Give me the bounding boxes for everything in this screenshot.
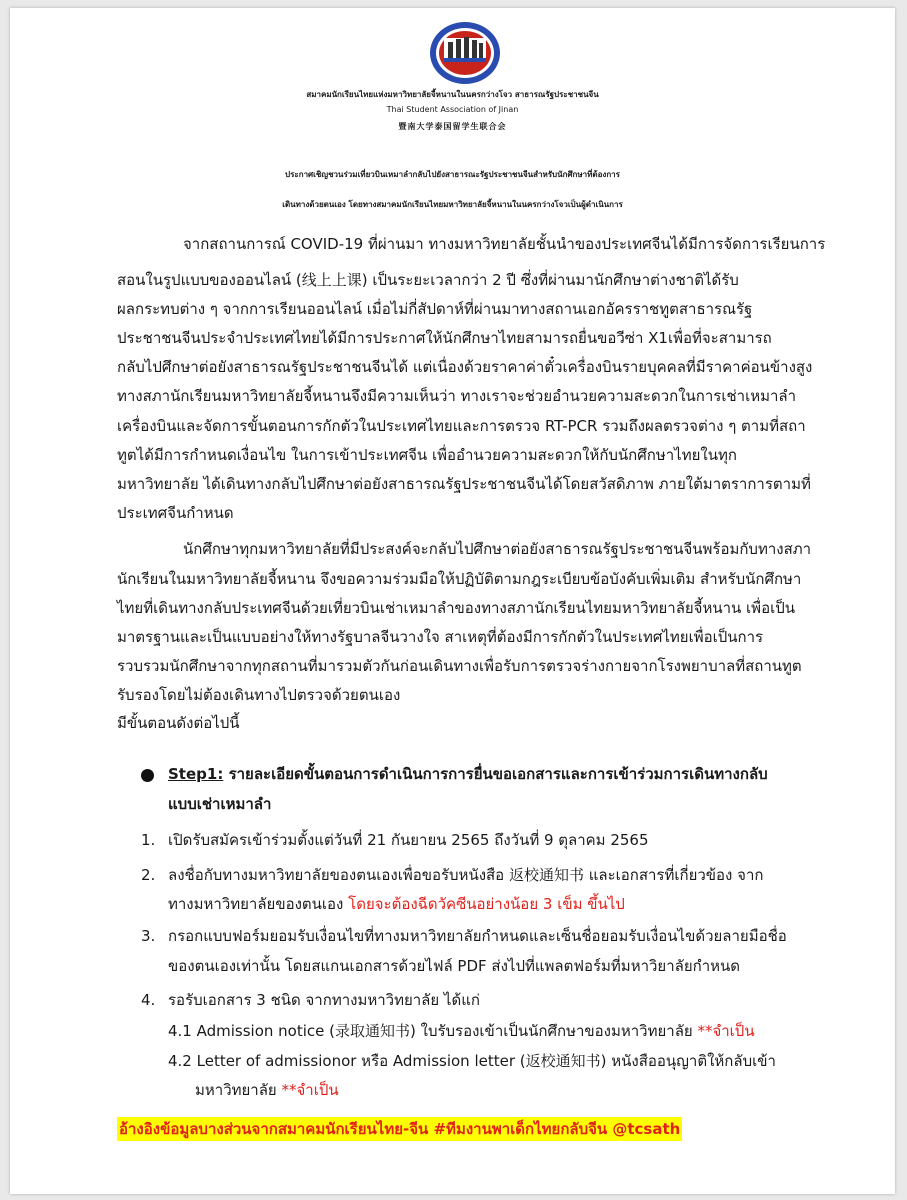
announcement-title-line-2: เดินทางด้วยตนเอง โดยทางสมาคมนักเรียนไทยมหาวิทยาลัยจี้หนานในนครกว่างโจวเป็นผู้ดำเนินการ bbox=[282, 200, 623, 209]
item-2-line-2 bbox=[168, 894, 625, 914]
item-2-line-2-text: ทางมหาวิทยาลัยของตนเอง bbox=[168, 895, 349, 913]
paragraph-line: นักศึกษาทุกมหาวิทยาลัยที่มีประสงค์จะกลับไปศึกษาต่อยังสาธารณรัฐประชาชนจีนพร้อมกับทางสภา bbox=[183, 540, 812, 558]
item-3-line-1: กรอกแบบฟอร์มยอมรับเงื่อนไขที่ทางมหาวิทยาลัยกำหนดและเซ็นชื่อยอมรับเงื่อนไขด้วยลายมือชื่อ bbox=[168, 927, 787, 945]
org-name-thai: สมาคมนักเรียนไทยแห่งมหาวิทยาลัยจี้หนานในนครกว่างโจว สาธารณรัฐประชาชนจีน bbox=[306, 90, 599, 99]
step1-title-line-1: รายละเอียดขั้นตอนการดำเนินการการยื่นขอเอกสารและการเข้าร่วมการเดินทางกลับ bbox=[228, 765, 768, 783]
step1-heading bbox=[168, 764, 768, 784]
reference-note: อ้างอิงข้อมูลบางส่วนจากสมาคมนักเรียนไทย-จีน #ทีมงานพาเด็กไทยกลับจีน @tcsath bbox=[117, 1117, 682, 1141]
org-name-chinese: 暨南大学泰国留学生联合会 bbox=[398, 122, 507, 131]
paragraph-line: ทางสภานักเรียนมหาวิทยาลัยจี้หนานจึงมีความเห็นว่า ทางเราจะช่วยอำนวยความสะดวกในการเช่าเหมาลำ bbox=[117, 387, 797, 405]
paragraph-line: ทูตได้มีการกำหนดเงื่อนไข ในการเข้าประเทศจีน เพื่ออำนวยความสะดวกให้กับนักศึกษาไทยในทุก bbox=[117, 446, 737, 464]
step1-label: Step1: bbox=[168, 765, 224, 783]
bullet-icon bbox=[141, 769, 154, 782]
paragraph-line: นักเรียนในมหาวิทยาลัยจี้หนาน จึงขอความร่วมมือให้ปฏิบัติตามกฎระเบียบข้อบังคับเพิ่มเติม สำหรับนักศึกษา bbox=[117, 570, 802, 588]
association-logo-icon bbox=[428, 20, 502, 86]
item-3-line-2: ของตนเองเท่านั้น โดยสแกนเอกสารด้วยไฟล์ PDF ส่งไปที่แพลตฟอร์มที่มหาวิยาลัยกำหนด bbox=[168, 957, 741, 975]
paragraph-line: รับรองโดยไม่ต้องเดินทางไปตรวจด้วยตนเอง bbox=[117, 686, 401, 704]
paragraph-line: กลับไปศึกษาต่อยังสาธารณรัฐประชาชนจีนได้ แต่เนื่องด้วยราคาค่าตั๋วเครื่องบินรายบุคคลที่มีราคาค่อนข้างสูง bbox=[117, 358, 813, 376]
item-4-2-line-2-text: มหาวิทยาลัย bbox=[195, 1081, 282, 1099]
item-4-1 bbox=[168, 1021, 755, 1041]
document-page bbox=[10, 8, 895, 1194]
item-number: 4. bbox=[141, 991, 156, 1009]
org-name-english: Thai Student Association of Jinan bbox=[386, 105, 519, 114]
paragraph-line: สอนในรูปแบบของออนไลน์ (线上上课) เป็นระยะเวลากว่า 2 ปี ซึ่งที่ผ่านมานักศึกษาต่างชาติได้รับ bbox=[117, 271, 739, 289]
paragraph-line: จากสถานการณ์ COVID-19 ที่ผ่านมา ทางมหาวิทยาลัยชั้นนำของประเทศจีนได้มีการจัดการเรียนการ bbox=[183, 235, 826, 253]
paragraph-line: ไทยที่เดินทางกลับประเทศจีนด้วยเที่ยวบินเช่าเหมาลำของทางสภานักเรียนไทยมหาวิทยาลัยจี้หนาน เพื่อเป็น bbox=[117, 599, 795, 617]
paragraph-line: มหาวิทยาลัย ได้เดินทางกลับไปศึกษาต่อยังสาธารณรัฐประชาชนจีนได้โดยสวัสดิภาพ ภายใต้มาตราการตามที่ bbox=[117, 475, 811, 493]
paragraph-line: ประเทศจีนกำหนด bbox=[117, 504, 234, 522]
item-4-2-line-1: 4.2 Letter of admissionor หรือ Admission letter (返校通知书) หนังสืออนุญาติให้กลับเข้า bbox=[168, 1052, 776, 1070]
steps-intro: มีขั้นตอนดังต่อไปนี้ bbox=[117, 714, 240, 732]
item-2-line-1: ลงชื่อกับทางมหาวิทยาลัยของตนเองเพื่อขอรับหนังสือ 返校通知书 และเอกสารที่เกี่ยวข้อง จาก bbox=[168, 866, 764, 884]
item-number: 2. bbox=[141, 866, 156, 884]
item-1-text: เปิดรับสมัครเข้าร่วมตั้งแต่วันที่ 21 กันยายน 2565 ถึงวันที่ 9 ตุลาคม 2565 bbox=[168, 831, 649, 849]
item-number: 1. bbox=[141, 831, 156, 849]
announcement-title-line-1: ประกาศเชิญชวนร่วมเที่ยวบินเหมาลำกลับไปยังสาธารณะรัฐประชาชนจีนสำหรับนักศึกษาที่ต้องการ bbox=[285, 170, 620, 179]
paragraph-line: ผลกระทบต่าง ๆ จากการเรียนออนไลน์ เมื่อไม่กี่สัปดาห์ที่ผ่านมาทางสถานเอกอัครราชทูตสาธารณรัฐ bbox=[117, 300, 753, 318]
vaccine-requirement: โดยจะต้องฉีดวัคซีนอย่างน้อย 3 เข็ม ขึ้นไป bbox=[348, 895, 625, 913]
paragraph-line: ประชาชนจีนประจำประเทศไทยได้มีการประกาศให้นักศึกษาไทยสามารถยื่นขอวีซ่า X1เพื่อที่จะสามารถ bbox=[117, 329, 772, 347]
paragraph-line: รวบรวมนักศึกษาจากทุกสถานที่มารวมตัวกันก่อนเดินทางเพื่อรับการตรวจร่างกายจากโรงพยาบาลที่สถานทูต bbox=[117, 657, 802, 675]
item-4-2-line-2 bbox=[195, 1080, 339, 1100]
item-number: 3. bbox=[141, 927, 156, 945]
step1-title-line-2: แบบเช่าเหมาลำ bbox=[168, 795, 272, 813]
paragraph-line: มาตรฐานและเป็นแบบอย่างให้ทางรัฐบาลจีนวางใจ สาเหตุที่ต้องมีการกักตัวในประเทศไทยเพื่อเป็นการ bbox=[117, 628, 764, 646]
required-mark: **จำเป็น bbox=[281, 1081, 339, 1099]
paragraph-line: เครื่องบินและจัดการขั้นตอนการกักตัวในประเทศไทยและการตรวจ RT-PCR รวมถึงผลตรวจต่าง ๆ ตามที่สถา bbox=[117, 417, 806, 435]
item-4-1-text: 4.1 Admission notice (录取通知书) ใบรับรองเข้าเป็นนักศึกษาของมหาวิทยาลัย bbox=[168, 1022, 698, 1040]
required-mark: **จำเป็น bbox=[697, 1022, 755, 1040]
item-4-text: รอรับเอกสาร 3 ชนิด จากทางมหาวิทยาลัย ได้แก่ bbox=[168, 991, 480, 1009]
